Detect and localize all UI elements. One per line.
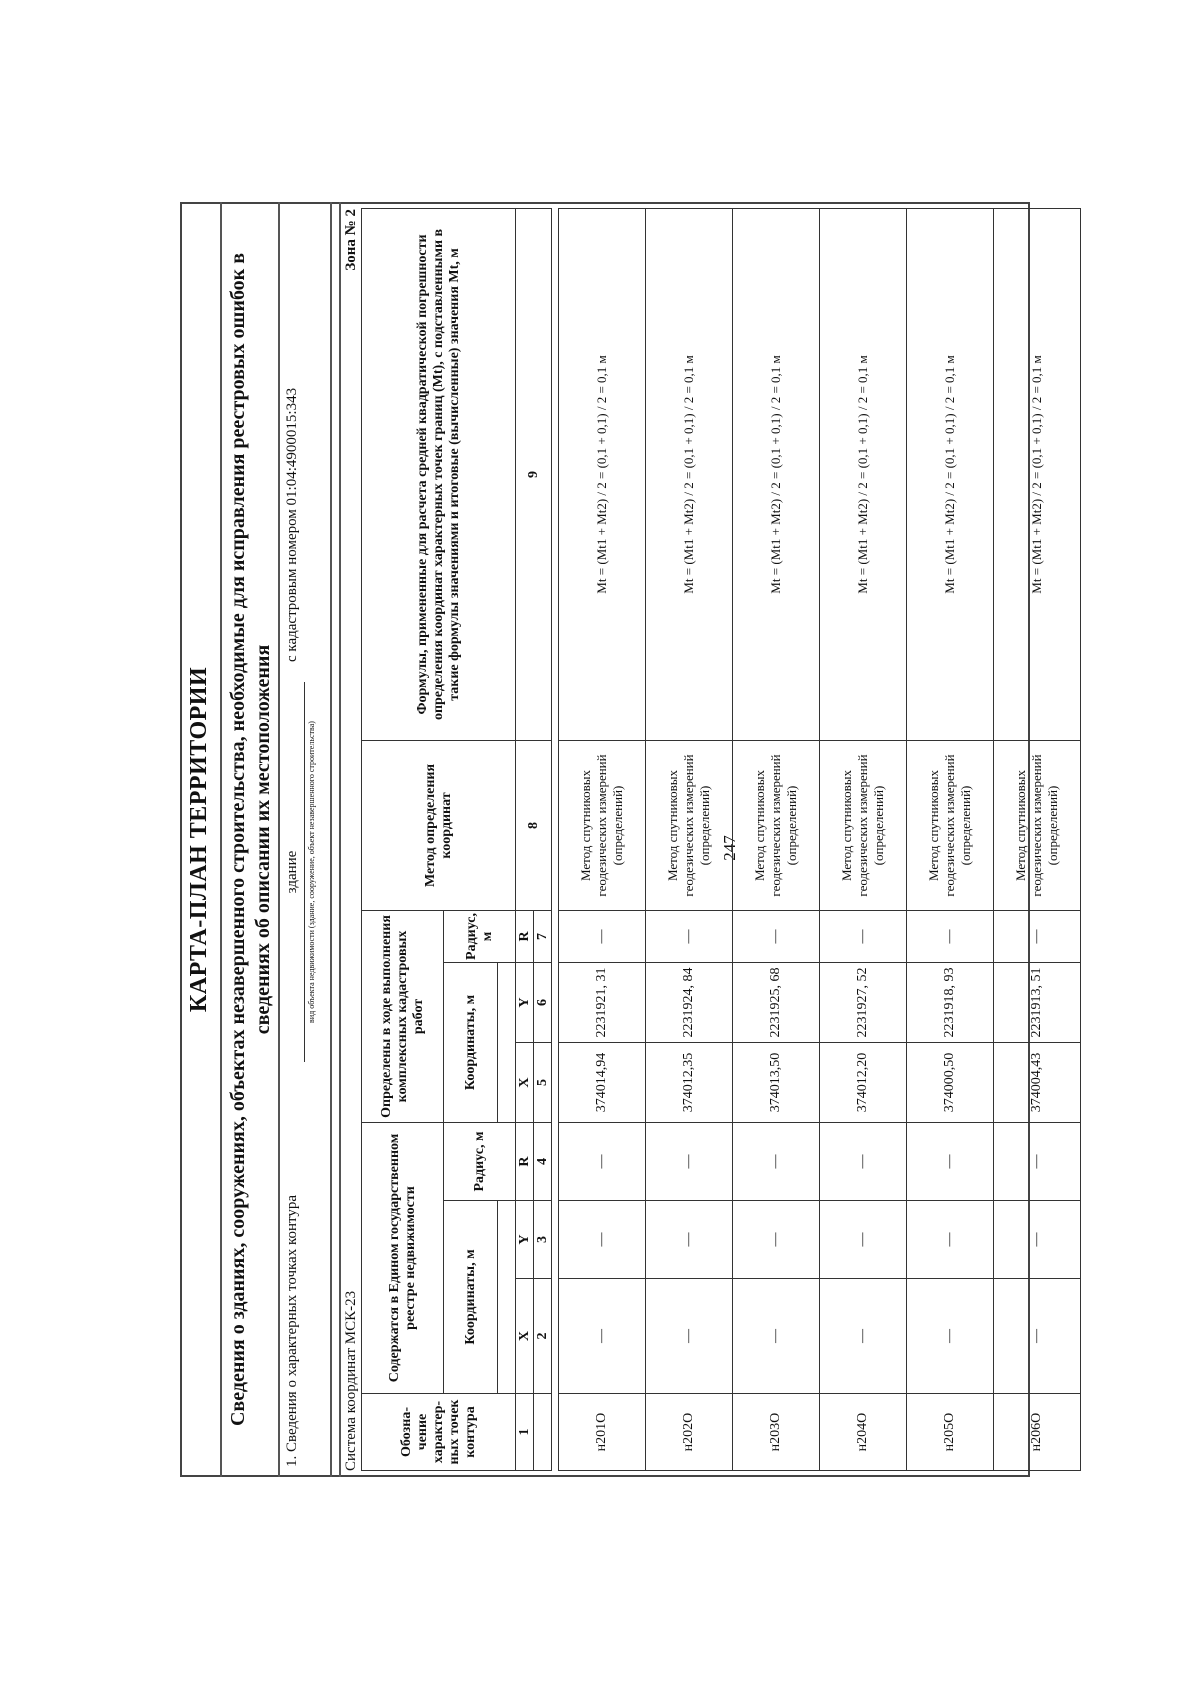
points-table [361,208,1081,1471]
header-row [362,208,444,1470]
col-number: 3 [534,1201,552,1279]
cell-x1: — [559,1279,646,1394]
col-number: 8 [516,740,552,910]
cell-r1: — [907,1123,994,1201]
cell-x1: — [646,1279,733,1394]
coordinate-system-row [343,209,360,1471]
col-number: 2 [534,1279,552,1394]
zone-label: Зона № 2 [343,209,359,271]
divider [339,202,341,1477]
cell-point: н206О [994,1394,1081,1471]
cell-x1: — [820,1279,907,1394]
col-number: 5 [534,1043,552,1123]
cell-x1: — [733,1279,820,1394]
cell-formula: Mt = (Mt1 + Mt2) / 2 = (0,1 + 0,1) / 2 = 0,1 м [994,208,1081,740]
cell-x2: 374012,20 [820,1043,907,1123]
cell-r2: — [820,910,907,962]
col-number: 4 [534,1123,552,1201]
object-type-caption: вид объекта недвижимости (здание, сооружение, объект незавершенного строительства) [307,721,316,1023]
cell-point: н203О [733,1394,820,1471]
cell-y1: — [646,1201,733,1279]
cell-method: Метод спутниковых геодезических измерений (определений) [907,740,994,910]
subheader-row [516,208,534,1470]
table-row [820,208,907,1470]
cell-r1: — [733,1123,820,1201]
cell-formula: Mt = (Mt1 + Mt2) / 2 = (0,1 + 0,1) / 2 = 0,1 м [733,208,820,740]
document-title: КАРТА-ПЛАН ТЕРРИТОРИИ [186,666,212,1013]
header-radius-egrn: Радиус, м [444,1123,516,1201]
header-radius-kkr: Радиус, м [444,910,516,962]
coordinate-system: Система координат МСК-23 [343,1290,359,1471]
cell-y1: — [559,1201,646,1279]
cell-y1: — [994,1201,1081,1279]
col-number: 7 [534,910,552,962]
col-number: 6 [534,963,552,1043]
cell-y1: — [907,1201,994,1279]
header-point: Обозна-чение характер-ных точек контура [362,1394,516,1471]
header-kkr: Определены в ходе выполнения комплексных кадастровых работ [362,910,444,1122]
cell-formula: Mt = (Mt1 + Mt2) / 2 = (0,1 + 0,1) / 2 = 0,1 м [907,208,994,740]
cell-point: н205О [907,1394,994,1471]
cell-method: Метод спутниковых геодезических измерений (определений) [820,740,907,910]
cell-y2: 2231927, 52 [820,963,907,1043]
cell-y2: 2231913, 51 [994,963,1081,1043]
cell-y2: 2231921, 31 [559,963,646,1043]
divider [278,202,280,1477]
cell-y1: — [733,1201,820,1279]
cell-y1: — [820,1201,907,1279]
cadastral-number: с кадастровым номером 01:04:4900015:343 [284,387,300,662]
cell-r2: — [994,910,1081,962]
cell-formula: Mt = (Mt1 + Mt2) / 2 = (0,1 + 0,1) / 2 = 0,1 м [820,208,907,740]
cell-method: Метод спутниковых геодезических измерений (определений) [559,740,646,910]
col-number [534,1394,552,1471]
cell-r2: — [907,910,994,962]
cell-point: н204О [820,1394,907,1471]
table-row [907,208,994,1470]
page-number: 247 [719,835,739,861]
document-subtitle: Сведения о зданиях, сооружениях, объектах незавершенного строительства, необходимые для исправления реестровых ошибок в сведениях об описании их местоположения [227,252,274,1427]
cell-r1: — [646,1123,733,1201]
header-r: R [516,910,534,962]
header-x: X [516,1279,534,1394]
header-x: X [516,1043,534,1123]
header-egrn: Содержатся в Едином государственном реестре недвижимости [362,1123,444,1394]
cell-x2: 374013,50 [733,1043,820,1123]
col-number: 9 [516,208,552,740]
header-y: Y [516,1201,534,1279]
header-r: R [516,1123,534,1201]
section-label: 1. Сведения о характерных точках контура [284,1194,300,1467]
cell-y2: 2231924, 84 [646,963,733,1043]
cell-r2: — [646,910,733,962]
header-coords-kkr: Координаты, м [444,963,498,1123]
cell-x2: 374012,35 [646,1043,733,1123]
cell-r2: — [733,910,820,962]
cell-r1: — [820,1123,907,1201]
cell-point: н202О [646,1394,733,1471]
cell-x1: — [994,1279,1081,1394]
table-row [646,208,733,1470]
cell-y2: 2231925, 68 [733,963,820,1043]
cell-r1: — [994,1123,1081,1201]
header-formula: Формулы, примененные для расчета средней квадратической погрешности определения координат характерных точек границ (Mt), с подставленными в такие формулы значениями и итоговые (вычисленные) значения Mt, м [362,208,516,740]
cell-point: н201О [559,1394,646,1471]
cell-y2: 2231918, 93 [907,963,994,1043]
header-method: Метод определения координат [362,740,516,910]
rotated-document [180,202,1060,1477]
cell-x1: — [907,1279,994,1394]
table-row [559,208,646,1470]
cell-x2: 374014,94 [559,1043,646,1123]
object-type-underline [304,682,305,1062]
spacer-cell [552,208,559,1470]
spacer-row [552,208,559,1470]
table-row [994,208,1081,1470]
table-row [733,208,820,1470]
cell-r1: — [559,1123,646,1201]
col-number: 1 [516,1394,534,1471]
header-y: Y [516,963,534,1043]
cell-method: Метод спутниковых геодезических измерений (определений) [733,740,820,910]
cell-formula: Mt = (Mt1 + Mt2) / 2 = (0,1 + 0,1) / 2 = 0,1 м [559,208,646,740]
cell-method: Метод спутниковых геодезических измерений (определений) [646,740,733,910]
cell-r2: — [559,910,646,962]
object-type: здание [284,850,300,894]
cell-method: Метод спутниковых геодезических измерений (определений) [994,740,1081,910]
divider [220,202,222,1477]
divider [330,202,332,1477]
cell-formula: Mt = (Mt1 + Mt2) / 2 = (0,1 + 0,1) / 2 = 0,1 м [646,208,733,740]
cell-x2: 374004,43 [994,1043,1081,1123]
header-coords-egrn: Координаты, м [444,1201,498,1394]
cell-x2: 374000,50 [907,1043,994,1123]
